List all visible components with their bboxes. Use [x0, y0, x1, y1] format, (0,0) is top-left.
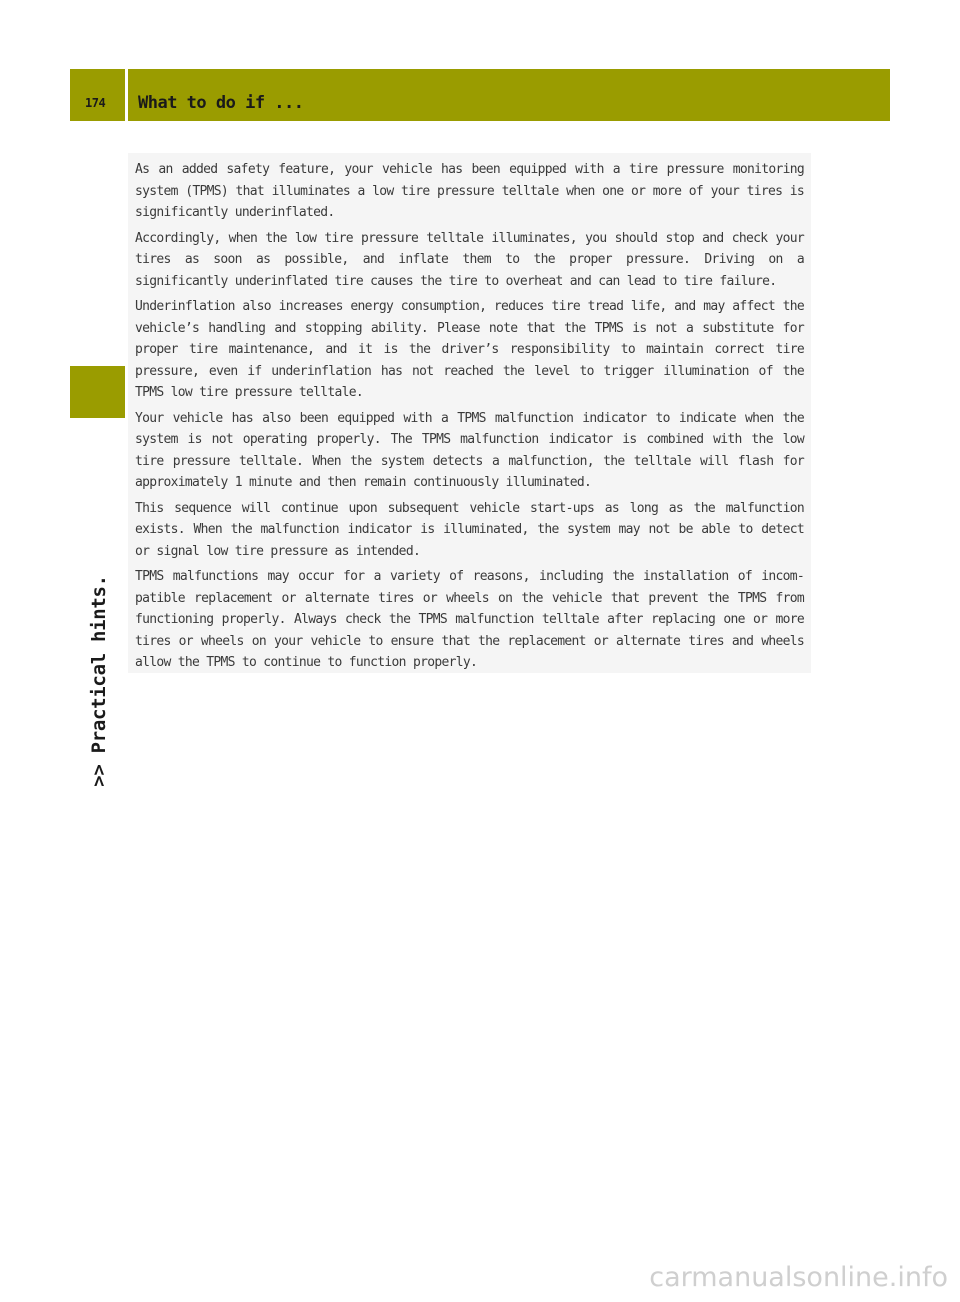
page-number: 174	[85, 96, 106, 110]
paragraph-malfunction-causes: TPMS malfunctions may occur for a variety of reasons, including the installation of incom-patible replacement or alternate tires or wheels on the vehicle that prevent the TPMS from functioning properly. Always check the TPMS malfunction telltale after replacing one or more tires or wheels on your vehicle to ensure that the replacement or alternate tires and wheels allow the TPMS to continue to function properly.	[135, 569, 804, 670]
tpms-info-box	[128, 153, 811, 673]
paragraph-underinflation: Underinflation also increases energy consumption, reduces tire tread life, and may affect the vehicle’s handling and stopping ability. Please note that the TPMS is not a substitute for proper tire maintenance, and it is the driver’s responsibility to maintain correct tire pressure, even if underinflation has not reached the level to trigger illumination of the TPMS low tire pressure telltale.	[135, 299, 804, 400]
side-tab-marker	[70, 366, 125, 418]
page-title: What to do if ...	[138, 93, 304, 113]
page-number-tab	[70, 69, 125, 121]
side-tab-label: >> Practical hints.	[88, 575, 110, 787]
watermark: carmanualsonline.info	[649, 1262, 948, 1293]
paragraph-telltale-action: Accordingly, when the low tire pressure telltale illuminates, you should stop and check your tires as soon as possible, and inflate them to the proper pressure. Driving on a significantly underinflated tire causes the tire to overheat and can lead to tire failure.	[135, 230, 804, 289]
paragraph-malfunction-indicator: Your vehicle has also been equipped with a TPMS malfunction indicator to indicate when the system is not operating properly. The TPMS malfunction indicator is combined with the low tire pressure telltale. When the system detects a malfunction, the telltale will flash for approximately 1 minute and then remain continuously illuminated.	[135, 410, 804, 490]
paragraph-safety-feature: As an added safety feature, your vehicle has been equipped with a tire pressure monitoring system (TPMS) that illuminates a low tire pressure telltale when one or more of your tires is significantly underinflated.	[135, 162, 804, 220]
header-bar	[128, 69, 890, 121]
paragraph-sequence: This sequence will continue upon subsequent vehicle start-ups as long as the malfunction exists. When the malfunction indicator is illuminated, the system may not be able to detect or signal low tire pressure as intended.	[135, 500, 804, 559]
